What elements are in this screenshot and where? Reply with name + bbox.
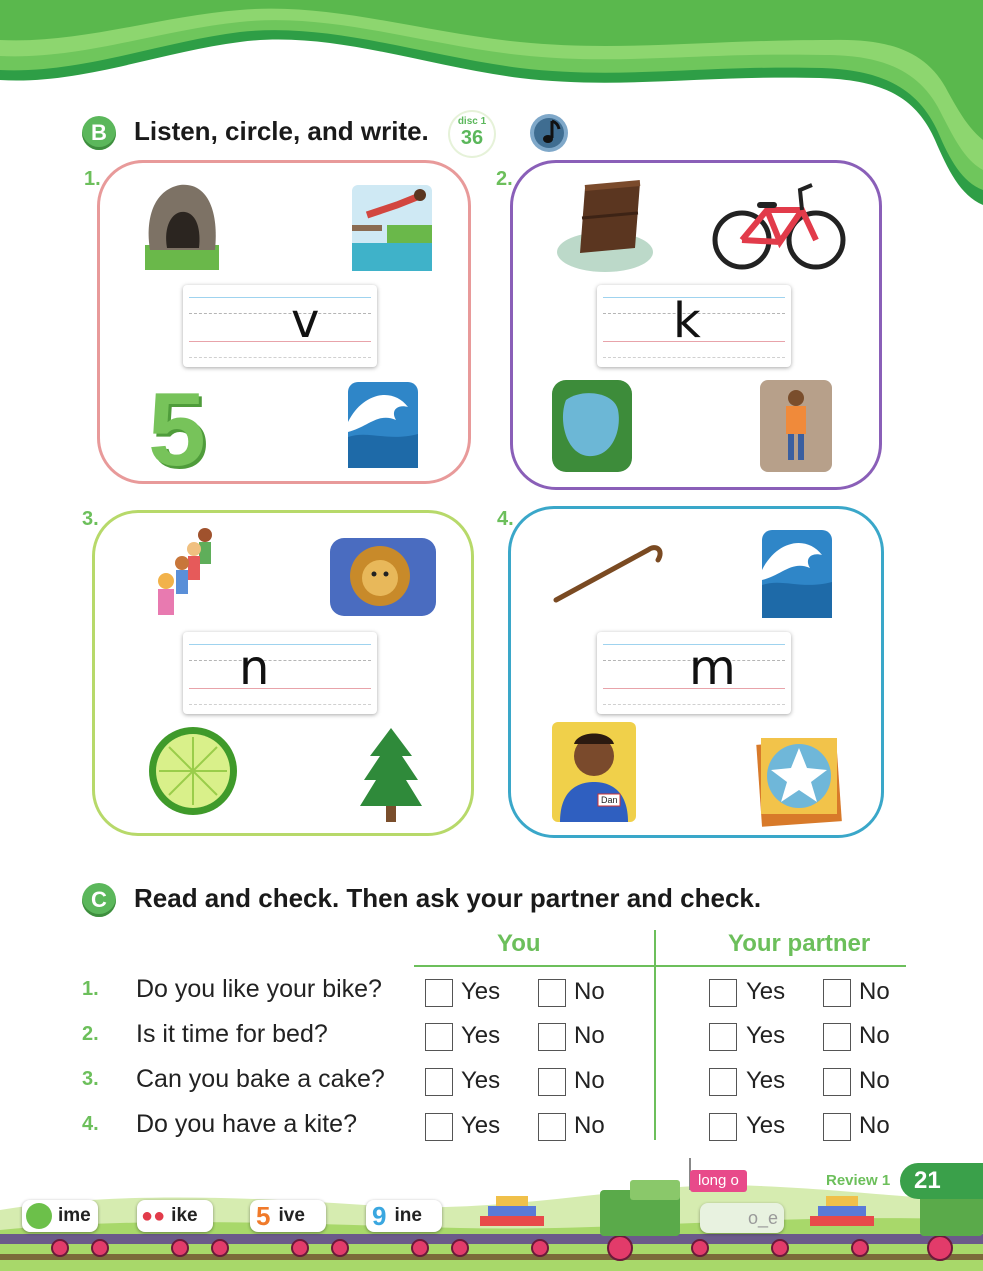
q3-you-no-label: No — [574, 1067, 605, 1094]
q1-partner-no-label: No — [859, 978, 890, 1005]
q2-you-no-checkbox[interactable] — [538, 1023, 566, 1051]
item-4-write-box[interactable] — [597, 632, 791, 714]
q1-partner-no-checkbox[interactable] — [823, 979, 851, 1007]
five-picture[interactable]: 5 — [148, 372, 206, 488]
pattern-chip — [700, 1203, 784, 1233]
section-c-badge: C — [82, 883, 116, 917]
table-header-line — [414, 965, 906, 967]
q4-you-yes-checkbox[interactable] — [425, 1113, 453, 1141]
item-1-write-box[interactable] — [183, 285, 377, 367]
lime-icon — [26, 1203, 52, 1229]
q2-partner-no-label: No — [859, 1022, 890, 1049]
pine-tree-picture[interactable] — [360, 728, 422, 827]
question-2-number: 2. — [82, 1023, 99, 1045]
q3-partner-yes-checkbox[interactable] — [709, 1068, 737, 1096]
item-2-letter: k — [673, 293, 701, 349]
column-header-you: You — [497, 930, 541, 957]
item-3-number: 3. — [82, 508, 99, 530]
table-divider — [654, 930, 656, 1140]
lake-picture[interactable] — [552, 380, 632, 477]
pattern-chip-text: o_e — [747, 1207, 778, 1228]
bike-picture[interactable] — [712, 180, 846, 275]
question-4-number: 4. — [82, 1113, 99, 1135]
q1-you-yes-label: Yes — [461, 978, 501, 1005]
section-b-badge: B — [82, 116, 116, 150]
wave-picture-2[interactable] — [762, 530, 832, 623]
word-chip-ike — [137, 1200, 213, 1232]
word-chip-ive — [250, 1200, 326, 1232]
question-1-number: 1. — [82, 978, 99, 1000]
name-tag-text: Dan — [601, 795, 618, 805]
q2-you-yes-checkbox[interactable] — [425, 1023, 453, 1051]
q3-partner-yes-label: Yes — [746, 1067, 786, 1094]
q4-you-yes-label: Yes — [461, 1112, 501, 1139]
cake-picture[interactable] — [555, 178, 655, 279]
item-3-write-box[interactable] — [183, 632, 377, 714]
question-3-text: Can you bake a cake? — [136, 1065, 385, 1093]
q2-you-yes-label: Yes — [461, 1022, 501, 1049]
q4-partner-no-checkbox[interactable] — [823, 1113, 851, 1141]
q4-you-no-label: No — [574, 1112, 605, 1139]
q3-you-yes-checkbox[interactable] — [425, 1068, 453, 1096]
five-icon: 5 — [256, 1200, 271, 1231]
word-chip-ime — [22, 1200, 98, 1232]
item-3-letter: n — [239, 640, 270, 696]
section-b-title: Listen, circle, and write. — [134, 116, 429, 146]
q2-you-no-label: No — [574, 1022, 605, 1049]
question-1-text: Do you like your bike? — [136, 975, 382, 1003]
question-3-number: 3. — [82, 1068, 99, 1090]
q4-partner-no-label: No — [859, 1112, 890, 1139]
audio-track-badge — [450, 112, 494, 156]
q1-partner-yes-label: Yes — [746, 978, 786, 1005]
track-number: 36 — [460, 127, 484, 149]
word-chip-ime-text: ime — [58, 1205, 91, 1226]
item-2-number: 2. — [496, 168, 513, 190]
lion-picture[interactable] — [330, 538, 436, 621]
word-chip-ine — [366, 1200, 442, 1232]
q2-partner-yes-checkbox[interactable] — [709, 1023, 737, 1051]
q1-partner-yes-checkbox[interactable] — [709, 979, 737, 1007]
lime-picture[interactable] — [145, 725, 241, 822]
q2-partner-no-checkbox[interactable] — [823, 1023, 851, 1051]
q3-you-no-checkbox[interactable] — [538, 1068, 566, 1096]
column-header-partner: Your partner — [728, 930, 871, 957]
page-number: 21 — [914, 1167, 941, 1194]
line-of-children-picture[interactable] — [150, 525, 220, 630]
item-2-write-box[interactable] — [597, 285, 791, 367]
q2-partner-yes-label: Yes — [746, 1022, 786, 1049]
section-c-title: Read and check. Then ask your partner and check. — [134, 883, 762, 913]
wave-picture[interactable] — [348, 382, 418, 473]
word-chip-ike-text: ike — [171, 1205, 198, 1226]
word-chip-ine-text: ine — [394, 1205, 422, 1226]
q1-you-no-checkbox[interactable] — [538, 979, 566, 1007]
q3-you-yes-label: Yes — [461, 1067, 501, 1094]
item-4-number: 4. — [497, 508, 514, 530]
disc-label: disc 1 — [457, 116, 487, 127]
nine-icon: 9 — [372, 1200, 387, 1231]
q4-you-no-checkbox[interactable] — [538, 1113, 566, 1141]
hike-picture[interactable] — [760, 380, 832, 477]
question-4-text: Do you have a kite? — [136, 1110, 357, 1138]
word-chip-ive-text: ive — [278, 1205, 305, 1226]
dive-picture[interactable] — [352, 185, 432, 276]
item-1-letter: v — [291, 293, 320, 349]
bike-icon: ●● — [141, 1204, 166, 1227]
page-number-tab — [900, 1163, 983, 1199]
long-o-flag: long o — [690, 1170, 747, 1192]
q4-partner-yes-checkbox[interactable] — [709, 1113, 737, 1141]
item-1-number: 1. — [84, 168, 101, 190]
q4-partner-yes-label: Yes — [746, 1112, 786, 1139]
question-2-text: Is it time for bed? — [136, 1020, 328, 1048]
audio-play-icon[interactable] — [528, 112, 570, 154]
q1-you-no-label: No — [574, 978, 605, 1005]
review-label: Review 1 — [826, 1172, 891, 1189]
q3-partner-no-label: No — [859, 1067, 890, 1094]
boy-with-name-tag-picture[interactable] — [552, 722, 636, 827]
item-4-letter: m — [689, 640, 736, 696]
chinese-checkers-picture[interactable] — [755, 732, 843, 833]
q1-you-yes-checkbox[interactable] — [425, 979, 453, 1007]
cave-picture[interactable] — [145, 180, 219, 275]
q3-partner-no-checkbox[interactable] — [823, 1068, 851, 1096]
cane-picture[interactable] — [552, 540, 664, 609]
